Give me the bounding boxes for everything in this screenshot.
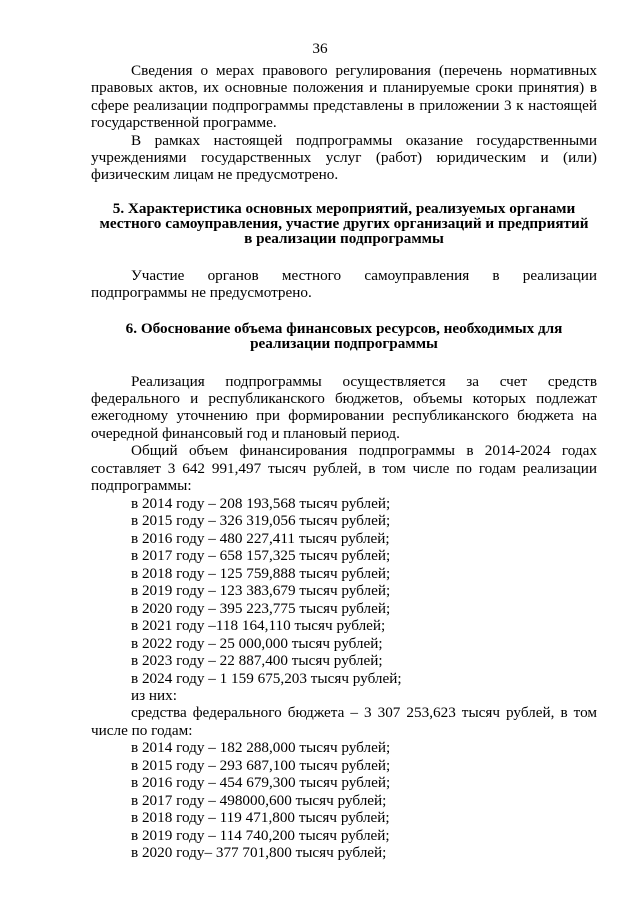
list-item: в 2021 году –118 164,110 тысяч рублей; xyxy=(131,617,386,634)
list-item: в 2019 году – 123 383,679 тысяч рублей; xyxy=(131,582,391,599)
list-item: в 2018 году – 125 759,888 тысяч рублей; xyxy=(131,564,391,582)
spacer xyxy=(91,246,597,267)
paragraph-federal-funds: средства федерального бюджета – 3 307 253,623 тысяч рублей, в том числе по годам: xyxy=(91,704,597,739)
paragraph-legal-regulation: Сведения о мерах правового регулирования (перечень нормативных правовых актов, их основные положения и планируемые сроки принятия) в сфере реализации подпрограммы представлены в приложении 3 к настоящей государственной программе. xyxy=(91,62,597,132)
list-item: в 2023 году – 22 887,400 тысяч рублей; xyxy=(131,652,383,669)
list-item: в 2014 году – 208 193,568 тысяч рублей; xyxy=(131,494,391,512)
paragraph-total-funding: Общий объем финансирования подпрограммы в 2014-2024 годах составляет 3 642 991,497 тысяч рублей, в том числе по годам реализации подпрограммы: xyxy=(91,442,597,495)
list-item: в 2015 году – 293 687,100 тысяч рублей; xyxy=(131,756,391,774)
spacer xyxy=(91,302,597,321)
list-item: в 2016 году – 480 227,411 тысяч рублей; xyxy=(131,529,390,547)
total-funding-by-year-list xyxy=(91,495,597,688)
list-item: в 2018 году – 119 471,800 тысяч рублей; xyxy=(131,809,390,827)
list-item: в 2016 году – 454 679,300 тысяч рублей; xyxy=(131,774,391,792)
spacer xyxy=(91,351,597,373)
list-item: в 2014 году – 182 288,000 тысяч рублей; xyxy=(131,739,391,757)
page-number: 36 xyxy=(312,40,328,57)
heading-line: местного самоуправления, участие других организаций и предприятий xyxy=(99,214,589,232)
list-item: в 2015 году – 326 319,056 тысяч рублей; xyxy=(131,512,391,529)
list-item: в 2020 году– 377 701,800 тысяч рублей; xyxy=(131,844,387,862)
list-item: в 2019 году – 114 740,200 тысяч рублей; xyxy=(131,826,390,844)
list-item: в 2024 году – 1 159 675,203 тысяч рублей; xyxy=(131,669,402,687)
list-item: в 2020 году – 395 223,775 тысяч рублей; xyxy=(131,599,391,617)
heading-line: 6. Обоснование объема финансовых ресурсов, необходимых для xyxy=(125,319,563,337)
spacer xyxy=(91,184,597,201)
paragraph-implementation: Реализация подпрограммы осуществляется за счет средств федерального и республиканского бюджетов, объемы которых подлежат ежегодному уточнению при формировании республиканского бюджета на очередной финансовый год и плановый период. xyxy=(91,372,597,442)
section-5-heading xyxy=(91,201,597,246)
of-which-label: из них: xyxy=(131,687,177,704)
heading-line: в реализации подпрограммы xyxy=(244,229,444,247)
list-item: в 2017 году – 658 157,325 тысяч рублей; xyxy=(131,547,391,564)
federal-funding-by-year-list xyxy=(91,739,597,862)
list-item: в 2017 году – 498000,600 тысяч рублей; xyxy=(131,791,387,809)
heading-line: реализации подпрограммы xyxy=(250,334,438,352)
paragraph-state-services: В рамках настоящей подпрограммы оказание государственными учреждениями государственных услуг (работ) юридическим и (или) физическим лицам не предусмотрено. xyxy=(91,131,597,184)
heading-line: 5. Характеристика основных мероприятий, реализуемых органами xyxy=(112,199,576,217)
document-body xyxy=(91,62,597,862)
section-6-heading xyxy=(91,321,597,351)
paragraph-local-government: Участие органов местного самоуправления в реализации подпрограммы не предусмотрено. xyxy=(91,266,597,302)
list-item: в 2022 году – 25 000,000 тысяч рублей; xyxy=(131,634,383,652)
